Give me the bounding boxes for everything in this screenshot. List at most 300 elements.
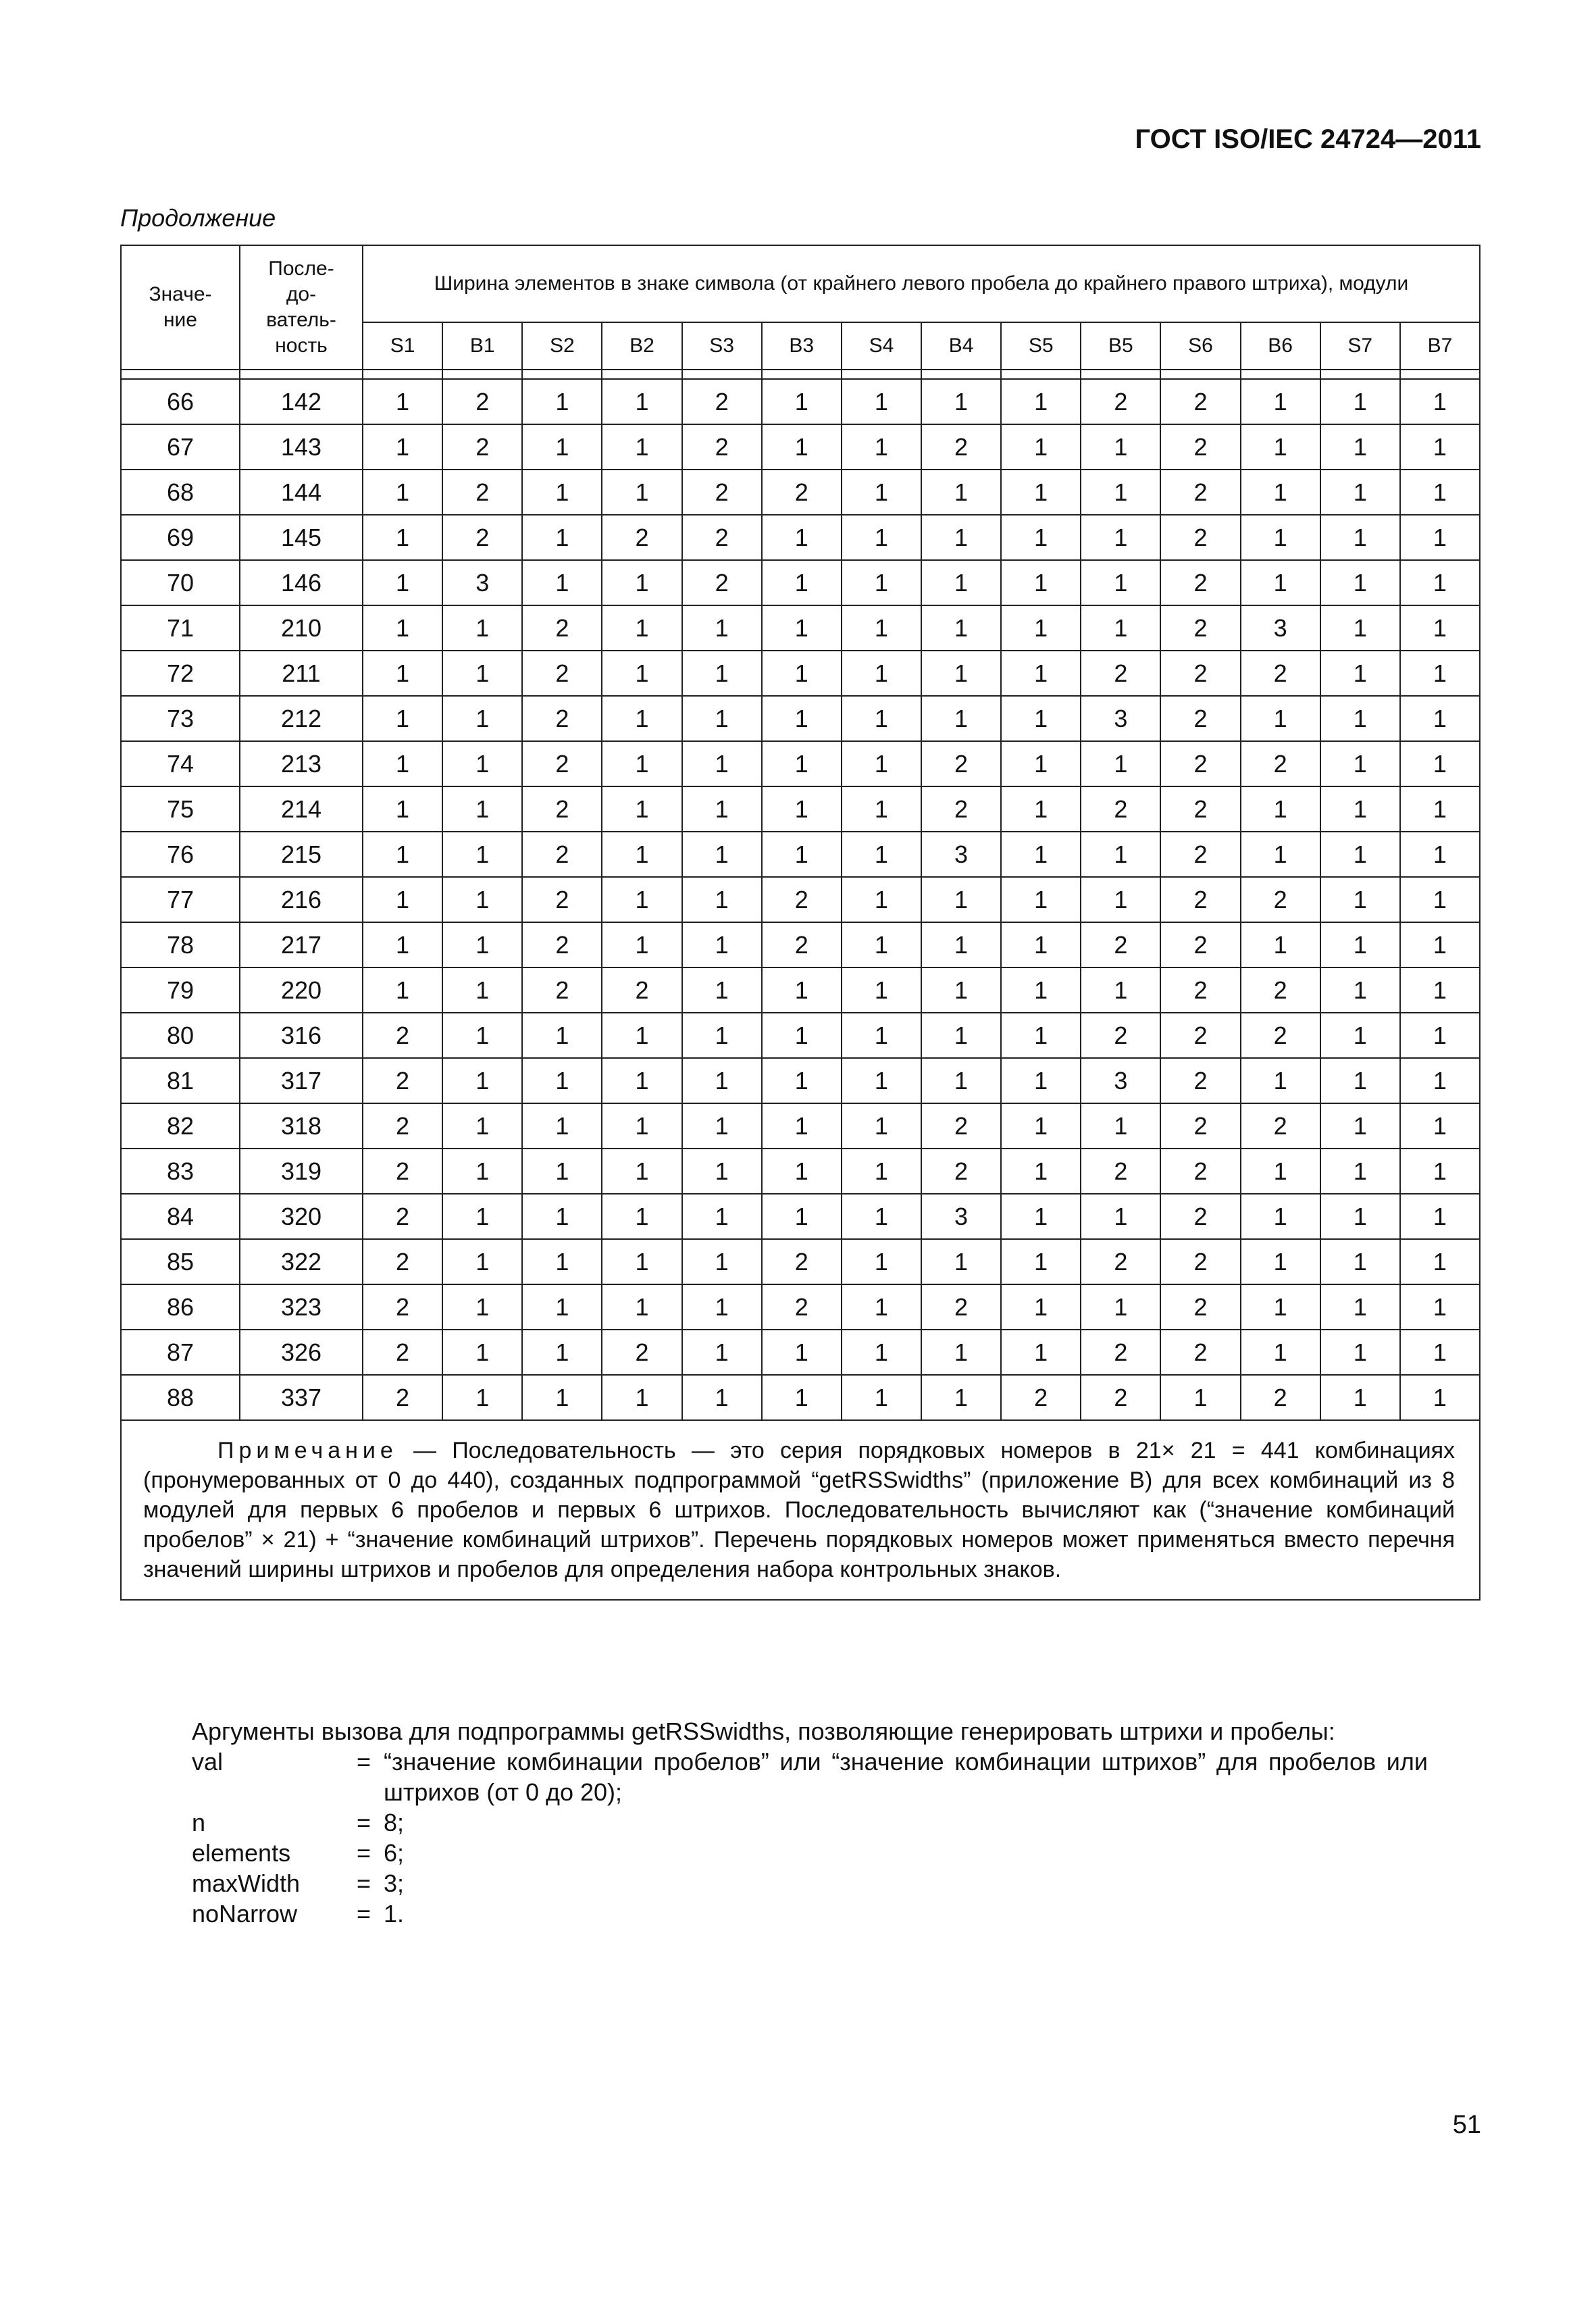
cell-width: 1 (842, 1284, 921, 1330)
header-element-b1: B1 (442, 322, 522, 370)
header-element-s1: S1 (363, 322, 442, 370)
cell-width: 2 (1081, 1330, 1160, 1375)
cell-width: 1 (363, 424, 442, 470)
cell-width: 1 (363, 470, 442, 515)
cell-sequence: 316 (240, 1013, 363, 1058)
cell-width: 1 (1320, 1239, 1400, 1284)
cell-width: 2 (921, 424, 1001, 470)
cell-width: 1 (1001, 379, 1081, 424)
cell-width: 1 (1241, 379, 1320, 424)
cell-width: 2 (363, 1058, 442, 1103)
cell-width: 2 (602, 967, 681, 1013)
cell-sequence: 215 (240, 832, 363, 877)
cell-width: 3 (1081, 696, 1160, 741)
cell-value: 73 (121, 696, 240, 741)
cell-width: 3 (921, 832, 1001, 877)
cell-width: 1 (442, 1239, 522, 1284)
cell-width: 2 (363, 1330, 442, 1375)
cell-width: 2 (522, 786, 602, 832)
cell-width: 1 (682, 1330, 762, 1375)
cell-width: 2 (442, 470, 522, 515)
cell-value: 75 (121, 786, 240, 832)
cell-sequence: 210 (240, 605, 363, 651)
cell-width: 1 (921, 1375, 1001, 1420)
cell-width: 1 (842, 1149, 921, 1194)
cell-width: 1 (1320, 786, 1400, 832)
table-row (121, 741, 1480, 786)
cell-width: 1 (1241, 1194, 1320, 1239)
cell-width: 1 (1001, 786, 1081, 832)
cell-width: 3 (1081, 1058, 1160, 1103)
argument-value: “значение комбинации пробелов” или “значение комбинации штрихов” для пробелов или штрихов (от 0 до 20); (384, 1748, 1428, 1806)
cell-width: 1 (762, 379, 842, 424)
cell-width: 1 (682, 1013, 762, 1058)
cell-width: 1 (1400, 1103, 1480, 1149)
cell-sequence: 220 (240, 967, 363, 1013)
table-row (121, 967, 1480, 1013)
cell-width: 1 (1400, 1013, 1480, 1058)
arguments-intro: Аргументы вызова для подпрограммы getRSSwidths, позволяющие генерировать штрихи и пробелы: (192, 1717, 1335, 1745)
cell-width: 1 (842, 786, 921, 832)
cell-value: 72 (121, 651, 240, 696)
cell-value: 79 (121, 967, 240, 1013)
table-row (121, 515, 1480, 560)
cell-width: 1 (842, 515, 921, 560)
cell-width: 1 (762, 1330, 842, 1375)
cell-width: 2 (921, 1284, 1001, 1330)
page-number: 51 (1452, 2111, 1481, 2139)
cell-width: 1 (442, 877, 522, 922)
cell-width: 1 (762, 832, 842, 877)
cell-width: 1 (682, 605, 762, 651)
cell-value: 78 (121, 922, 240, 967)
cell-width: 1 (522, 1375, 602, 1420)
cell-value: 74 (121, 741, 240, 786)
cell-width: 1 (762, 741, 842, 786)
argument-name: val (192, 1748, 224, 1776)
cell-width: 1 (1081, 470, 1160, 515)
cell-width: 1 (682, 832, 762, 877)
cell-width: 1 (602, 922, 681, 967)
cell-width: 1 (1320, 1103, 1400, 1149)
cell-width: 2 (522, 741, 602, 786)
cell-width: 1 (842, 696, 921, 741)
table-row (121, 424, 1480, 470)
cell-width: 1 (921, 651, 1001, 696)
cell-width: 1 (921, 605, 1001, 651)
cell-width: 1 (921, 560, 1001, 605)
cell-sequence: 146 (240, 560, 363, 605)
cell-sequence: 213 (240, 741, 363, 786)
cell-value: 76 (121, 832, 240, 877)
cell-width: 1 (602, 696, 681, 741)
table-row (121, 560, 1480, 605)
cell-width: 1 (522, 1103, 602, 1149)
cell-width: 2 (1160, 1330, 1240, 1375)
table-row (121, 1194, 1480, 1239)
cell-width: 1 (1001, 922, 1081, 967)
cell-width: 1 (1241, 1239, 1320, 1284)
header-element-s5: S5 (1001, 322, 1081, 370)
cell-width: 1 (921, 1013, 1001, 1058)
cell-width: 1 (1400, 877, 1480, 922)
cell-width: 1 (1001, 651, 1081, 696)
cell-width: 2 (522, 967, 602, 1013)
cell-width: 2 (363, 1375, 442, 1420)
cell-width: 1 (1001, 1149, 1081, 1194)
cell-width: 1 (682, 741, 762, 786)
note-body: — Последовательность — это серия порядковых номеров в 21× 21 = 441 комбинациях (пронумерованных от 0 до 440), созданных подпрограммой “getRSSwidths” (приложение В) для всех комбинаций из 8 модулей для первых 6 пробелов и первых 6 штрихов. Последовательность вычисляют как (“значение комбинаций пробелов” × 21) + “значение комбинаций штрихов”. Перечень порядковых номеров может применяться вместо перечня значений ширины штрихов и пробелов для определения набора контрольных знаков. (143, 1438, 1455, 1582)
cell-width: 1 (842, 560, 921, 605)
cell-width: 1 (602, 1013, 681, 1058)
cell-width: 1 (442, 786, 522, 832)
cell-width: 1 (522, 1284, 602, 1330)
cell-width: 1 (442, 1103, 522, 1149)
continuation-label: Продолжение (120, 204, 276, 232)
cell-width: 1 (921, 1058, 1001, 1103)
cell-width: 1 (842, 922, 921, 967)
cell-width: 1 (1081, 1103, 1160, 1149)
cell-width: 1 (442, 967, 522, 1013)
cell-width: 1 (682, 1103, 762, 1149)
cell-width: 1 (363, 832, 442, 877)
cell-width: 1 (522, 424, 602, 470)
cell-width: 1 (442, 1375, 522, 1420)
table-body (121, 370, 1480, 1420)
cell-width: 1 (762, 1058, 842, 1103)
cell-width: 1 (1241, 560, 1320, 605)
cell-width: 1 (1241, 515, 1320, 560)
cell-value: 85 (121, 1239, 240, 1284)
header-element-s4: S4 (842, 322, 921, 370)
cell-width: 1 (1400, 1239, 1480, 1284)
cell-width: 2 (1160, 967, 1240, 1013)
cell-value: 77 (121, 877, 240, 922)
cell-width: 1 (921, 1239, 1001, 1284)
header-element-s2: S2 (522, 322, 602, 370)
cell-width: 1 (1400, 1194, 1480, 1239)
cell-width: 1 (842, 1194, 921, 1239)
cell-width: 2 (1160, 922, 1240, 967)
cell-width: 1 (1320, 651, 1400, 696)
header-element-b6: B6 (1241, 322, 1320, 370)
table-row (121, 832, 1480, 877)
table-row (121, 651, 1480, 696)
argument-name: elements (192, 1839, 291, 1867)
cell-width: 2 (921, 1149, 1001, 1194)
cell-width: 1 (1081, 967, 1160, 1013)
cell-width: 2 (442, 424, 522, 470)
cell-width: 1 (921, 379, 1001, 424)
cell-width: 1 (363, 922, 442, 967)
cell-width: 1 (682, 786, 762, 832)
cell-width: 2 (762, 922, 842, 967)
cell-width: 1 (682, 1149, 762, 1194)
argument-equals: = (357, 1900, 371, 1928)
argument-equals: = (357, 1748, 371, 1776)
cell-width: 1 (1001, 1330, 1081, 1375)
cell-width: 1 (522, 560, 602, 605)
cell-width: 1 (602, 1103, 681, 1149)
cell-width: 2 (762, 1284, 842, 1330)
cell-width: 2 (363, 1149, 442, 1194)
table-note (121, 1420, 1480, 1600)
cell-width: 1 (842, 832, 921, 877)
cell-width: 1 (762, 1375, 842, 1420)
cell-width: 1 (522, 1239, 602, 1284)
cell-width: 1 (1400, 741, 1480, 786)
cell-width: 1 (1241, 424, 1320, 470)
cell-width: 1 (363, 560, 442, 605)
cell-width: 2 (921, 741, 1001, 786)
cell-value: 83 (121, 1149, 240, 1194)
cell-width: 1 (1001, 1013, 1081, 1058)
cell-width: 2 (1160, 379, 1240, 424)
cell-width: 1 (1320, 470, 1400, 515)
cell-width: 1 (602, 1375, 681, 1420)
cell-width: 1 (1320, 1284, 1400, 1330)
cell-width: 1 (1400, 832, 1480, 877)
cell-width: 2 (1081, 651, 1160, 696)
table-row (121, 696, 1480, 741)
cell-width: 1 (363, 877, 442, 922)
cell-width: 1 (1400, 515, 1480, 560)
widths-table (120, 245, 1481, 1601)
cell-value: 86 (121, 1284, 240, 1330)
cell-width: 1 (522, 1149, 602, 1194)
cell-width: 1 (1001, 877, 1081, 922)
cell-width: 1 (842, 605, 921, 651)
note-lead: Примечание (217, 1438, 398, 1463)
header-element-b2: B2 (602, 322, 681, 370)
cell-width: 1 (442, 605, 522, 651)
cell-width: 1 (602, 651, 681, 696)
cell-width: 1 (442, 922, 522, 967)
cell-width: 1 (363, 967, 442, 1013)
cell-width: 1 (602, 877, 681, 922)
cell-width: 2 (522, 696, 602, 741)
cell-sequence: 143 (240, 424, 363, 470)
cell-value: 68 (121, 470, 240, 515)
cell-sequence: 214 (240, 786, 363, 832)
cell-width: 1 (522, 1330, 602, 1375)
cell-width: 2 (1160, 1103, 1240, 1149)
cell-width: 2 (1241, 651, 1320, 696)
argument-value: 3; (384, 1869, 405, 1897)
cell-width: 1 (1320, 1013, 1400, 1058)
cell-width: 1 (442, 1149, 522, 1194)
cell-width: 1 (602, 832, 681, 877)
cell-width: 1 (1001, 1058, 1081, 1103)
cell-width: 1 (682, 922, 762, 967)
cell-width: 1 (363, 696, 442, 741)
cell-width: 1 (842, 967, 921, 1013)
cell-width: 3 (921, 1194, 1001, 1239)
cell-width: 1 (762, 651, 842, 696)
cell-sequence: 144 (240, 470, 363, 515)
cell-width: 1 (442, 1013, 522, 1058)
cell-width: 1 (442, 1058, 522, 1103)
cell-width: 1 (602, 470, 681, 515)
table-row (121, 605, 1480, 651)
cell-width: 1 (1320, 379, 1400, 424)
cell-width: 2 (1081, 1149, 1160, 1194)
cell-sequence: 217 (240, 922, 363, 967)
cell-sequence: 142 (240, 379, 363, 424)
argument-name: noNarrow (192, 1900, 298, 1928)
cell-width: 1 (682, 1058, 762, 1103)
header-element-s6: S6 (1160, 322, 1240, 370)
cell-width: 1 (762, 1103, 842, 1149)
cell-width: 1 (363, 605, 442, 651)
cell-width: 1 (842, 1013, 921, 1058)
cell-width: 1 (1400, 1375, 1480, 1420)
cell-width: 1 (602, 741, 681, 786)
cell-width: 1 (522, 1013, 602, 1058)
cell-width: 1 (1001, 967, 1081, 1013)
cell-width: 1 (1001, 696, 1081, 741)
argument-item (192, 1838, 1428, 1868)
cell-sequence: 322 (240, 1239, 363, 1284)
table-row (121, 786, 1480, 832)
cell-width: 1 (363, 651, 442, 696)
cell-width: 2 (522, 877, 602, 922)
cell-value: 70 (121, 560, 240, 605)
table-row (121, 470, 1480, 515)
cell-width: 2 (762, 1239, 842, 1284)
cell-width: 1 (1081, 605, 1160, 651)
cell-width: 1 (1400, 1284, 1480, 1330)
cell-width: 2 (762, 877, 842, 922)
cell-width: 2 (1160, 470, 1240, 515)
header-element-b3: B3 (762, 322, 842, 370)
cell-width: 2 (1241, 1013, 1320, 1058)
cell-width: 1 (602, 1194, 681, 1239)
cell-width: 1 (1081, 515, 1160, 560)
cell-sequence: 211 (240, 651, 363, 696)
cell-width: 2 (522, 832, 602, 877)
argument-item (192, 1746, 1428, 1807)
cell-width: 2 (1160, 1194, 1240, 1239)
cell-width: 2 (1160, 741, 1240, 786)
cell-width: 1 (1241, 786, 1320, 832)
cell-width: 1 (442, 1284, 522, 1330)
cell-width: 2 (682, 470, 762, 515)
cell-width: 2 (1160, 515, 1240, 560)
cell-sequence: 212 (240, 696, 363, 741)
argument-equals: = (357, 1839, 371, 1867)
table-row (121, 1013, 1480, 1058)
cell-width: 1 (602, 786, 681, 832)
argument-value: 8; (384, 1809, 405, 1836)
cell-width: 1 (1001, 1103, 1081, 1149)
cell-width: 1 (1241, 696, 1320, 741)
cell-width: 2 (363, 1239, 442, 1284)
cell-width: 2 (1081, 379, 1160, 424)
cell-width: 1 (1241, 922, 1320, 967)
cell-width: 1 (1241, 1149, 1320, 1194)
cell-width: 2 (921, 1103, 1001, 1149)
table-row (121, 1058, 1480, 1103)
cell-value: 84 (121, 1194, 240, 1239)
cell-width: 1 (1400, 786, 1480, 832)
cell-width: 1 (602, 1149, 681, 1194)
cell-width: 1 (522, 470, 602, 515)
cell-sequence: 145 (240, 515, 363, 560)
cell-value: 88 (121, 1375, 240, 1420)
cell-width: 3 (1241, 605, 1320, 651)
cell-width: 2 (682, 560, 762, 605)
argument-value: 1. (384, 1900, 405, 1928)
cell-width: 1 (1320, 560, 1400, 605)
cell-width: 1 (842, 1103, 921, 1149)
header-element-s7: S7 (1320, 322, 1400, 370)
cell-width: 1 (1081, 560, 1160, 605)
cell-width: 1 (1241, 1284, 1320, 1330)
cell-width: 1 (1400, 1058, 1480, 1103)
cell-value: 67 (121, 424, 240, 470)
cell-width: 1 (1400, 605, 1480, 651)
cell-width: 1 (921, 470, 1001, 515)
cell-width: 1 (921, 1330, 1001, 1375)
cell-width: 2 (1241, 1375, 1320, 1420)
header-element-widths: Ширина элементов в знаке символа (от крайнего левого пробела до крайнего правого штриха), модули (363, 245, 1480, 322)
cell-width: 2 (442, 515, 522, 560)
cell-width: 2 (363, 1013, 442, 1058)
cell-width: 2 (682, 379, 762, 424)
cell-width: 2 (442, 379, 522, 424)
cell-width: 1 (762, 560, 842, 605)
cell-value: 81 (121, 1058, 240, 1103)
cell-width: 1 (1001, 424, 1081, 470)
table-row (121, 877, 1480, 922)
table-row (121, 922, 1480, 967)
cell-width: 2 (602, 1330, 681, 1375)
cell-width: 1 (602, 560, 681, 605)
cell-width: 1 (682, 967, 762, 1013)
cell-width: 1 (682, 877, 762, 922)
cell-width: 1 (1320, 877, 1400, 922)
argument-equals: = (357, 1809, 371, 1836)
cell-width: 1 (1320, 515, 1400, 560)
cell-sequence: 323 (240, 1284, 363, 1330)
cell-width: 1 (522, 1058, 602, 1103)
header-value: Значе- ние (121, 245, 240, 370)
cell-width: 2 (1160, 1013, 1240, 1058)
cell-width: 2 (1160, 832, 1240, 877)
cell-width: 1 (1001, 741, 1081, 786)
cell-width: 2 (1081, 1375, 1160, 1420)
argument-equals: = (357, 1869, 371, 1897)
cell-width: 1 (442, 651, 522, 696)
cell-sequence: 318 (240, 1103, 363, 1149)
cell-width: 1 (762, 605, 842, 651)
cell-width: 1 (682, 696, 762, 741)
cell-width: 2 (1081, 786, 1160, 832)
cell-width: 1 (682, 651, 762, 696)
cell-width: 1 (442, 832, 522, 877)
cell-width: 1 (762, 424, 842, 470)
cell-width: 1 (1320, 1149, 1400, 1194)
cell-width: 1 (1241, 1330, 1320, 1375)
cell-width: 2 (1160, 605, 1240, 651)
table-row (121, 1103, 1480, 1149)
cell-width: 1 (1400, 470, 1480, 515)
cell-width: 1 (1320, 832, 1400, 877)
cell-width: 1 (762, 967, 842, 1013)
cell-width: 2 (1241, 1103, 1320, 1149)
cell-width: 2 (1241, 877, 1320, 922)
